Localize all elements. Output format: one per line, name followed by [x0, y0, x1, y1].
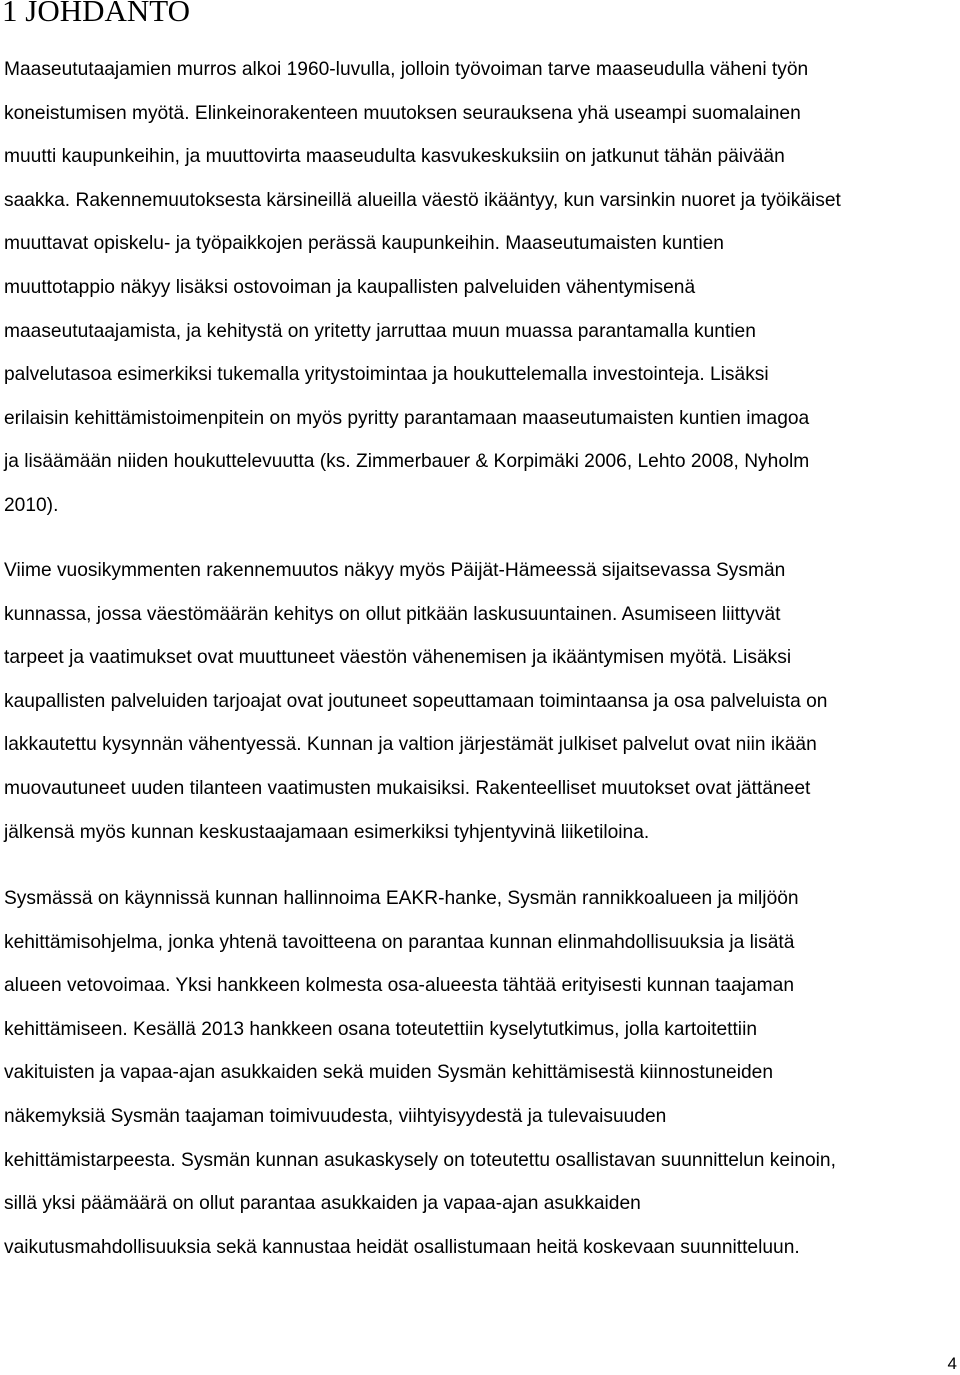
text-line: vakituisten ja vapaa-ajan asukkaiden sekä muiden Sysmän kehittämisestä kiinnostuneiden — [4, 1062, 774, 1084]
page-number: 4 — [947, 1354, 957, 1373]
text-line: maaseututaajamista, ja kehitystä on yritetty jarruttaa muun muassa parantamalla kuntien — [4, 320, 756, 342]
chapter-heading: 1 JOHDANTO — [2, 0, 191, 28]
paragraph-3 — [4, 877, 836, 1269]
text-line: 2010). — [4, 494, 59, 516]
text-line: muovautuneet uuden tilanteen vaatimusten mukaisiksi. Rakenteelliset muutokset ovat jättäneet — [4, 777, 811, 799]
text-line: kaupallisten palveluiden tarjoajat ovat joutuneet sopeuttamaan toimintaansa ja osa palveluista on — [4, 690, 828, 712]
text-line: kehittämistarpeesta. Sysmän kunnan asukaskysely on toteutettu osallistavan suunnittelun keinoin, — [4, 1149, 836, 1171]
text-line: muuttavat opiskelu- ja työpaikkojen perässä kaupunkeihin. Maaseutumaisten kuntien — [4, 233, 724, 255]
text-line: tarpeet ja vaatimukset ovat muuttuneet väestön vähenemisen ja ikääntymisen myötä. Lisäksi — [4, 647, 792, 669]
text-line: Maaseututaajamien murros alkoi 1960-luvulla, jolloin työvoiman tarve maaseudulla väheni työn — [4, 59, 809, 80]
text-line: alueen vetovoimaa. Yksi hankkeen kolmesta osa-alueesta tähtää erityisesti kunnan taajaman — [4, 975, 795, 997]
text-line: näkemyksiä Sysmän taajaman toimivuudesta, viihtyisyydestä ja tulevaisuuden — [4, 1105, 667, 1127]
text-line: Sysmässä on käynnissä kunnan hallinnoima EAKR-hanke, Sysmän rannikkoalueen ja miljöön — [4, 888, 799, 909]
text-line: koneistumisen myötä. Elinkeinorakenteen muutoksen seurauksena yhä useampi suomalainen — [4, 102, 801, 124]
text-line: kunnassa, jossa väestömäärän kehitys on ollut pitkään laskusuuntainen. Asumiseen liittyvät — [4, 603, 781, 625]
text-line: kehittämisohjelma, jonka yhtenä tavoitteena on parantaa kunnan elinmahdollisuuksia ja lisätä — [4, 931, 795, 953]
text-line: lakkautettu kysynnän vähentyessä. Kunnan ja valtion järjestämät julkiset palvelut ovat niin ikään — [4, 734, 817, 756]
text-line: muutti kaupunkeihin, ja muuttovirta maaseudulta kasvukeskuksiin on jatkunut tähän päivään — [4, 146, 785, 168]
text-line: palvelutasoa esimerkiksi tukemalla yritystoimintaa ja houkuttelemalla investointeja. Lisäksi — [4, 364, 769, 386]
text-line: jälkensä myös kunnan keskustaajamaan esimerkiksi tyhjentyvinä liiketiloina. — [4, 821, 650, 843]
text-line: ja lisäämään niiden houkuttelevuutta (ks. Zimmerbauer & Korpimäki 2006, Lehto 2008, Nyholm — [4, 451, 810, 473]
text-line: vaikutusmahdollisuuksia sekä kannustaa heidät osallistumaan heitä koskevaan suunnitteluun. — [4, 1236, 800, 1258]
text-line: erilaisin kehittämistoimenpitein on myös pyritty parantamaan maaseutumaisten kuntien imagoa — [4, 407, 810, 429]
paragraph-2 — [4, 549, 827, 854]
paragraph-1 — [4, 48, 841, 528]
text-line: sillä yksi päämäärä on ollut parantaa asukkaiden ja vapaa-ajan asukkaiden — [4, 1193, 641, 1215]
text-line: saakka. Rakennemuutoksesta kärsineillä alueilla väestö ikääntyy, kun varsinkin nuoret ja työikäiset — [4, 189, 841, 211]
text-line: Viime vuosikymmenten rakennemuutos näkyy myös Päijät-Hämeessä sijaitsevassa Sysmän — [4, 560, 786, 581]
text-line: kehittämiseen. Kesällä 2013 hankkeen osana toteutettiin kyselytutkimus, jolla kartoitettiin — [4, 1018, 757, 1040]
text-line: muuttotappio näkyy lisäksi ostovoiman ja kaupallisten palveluiden vähentymisenä — [4, 276, 696, 298]
